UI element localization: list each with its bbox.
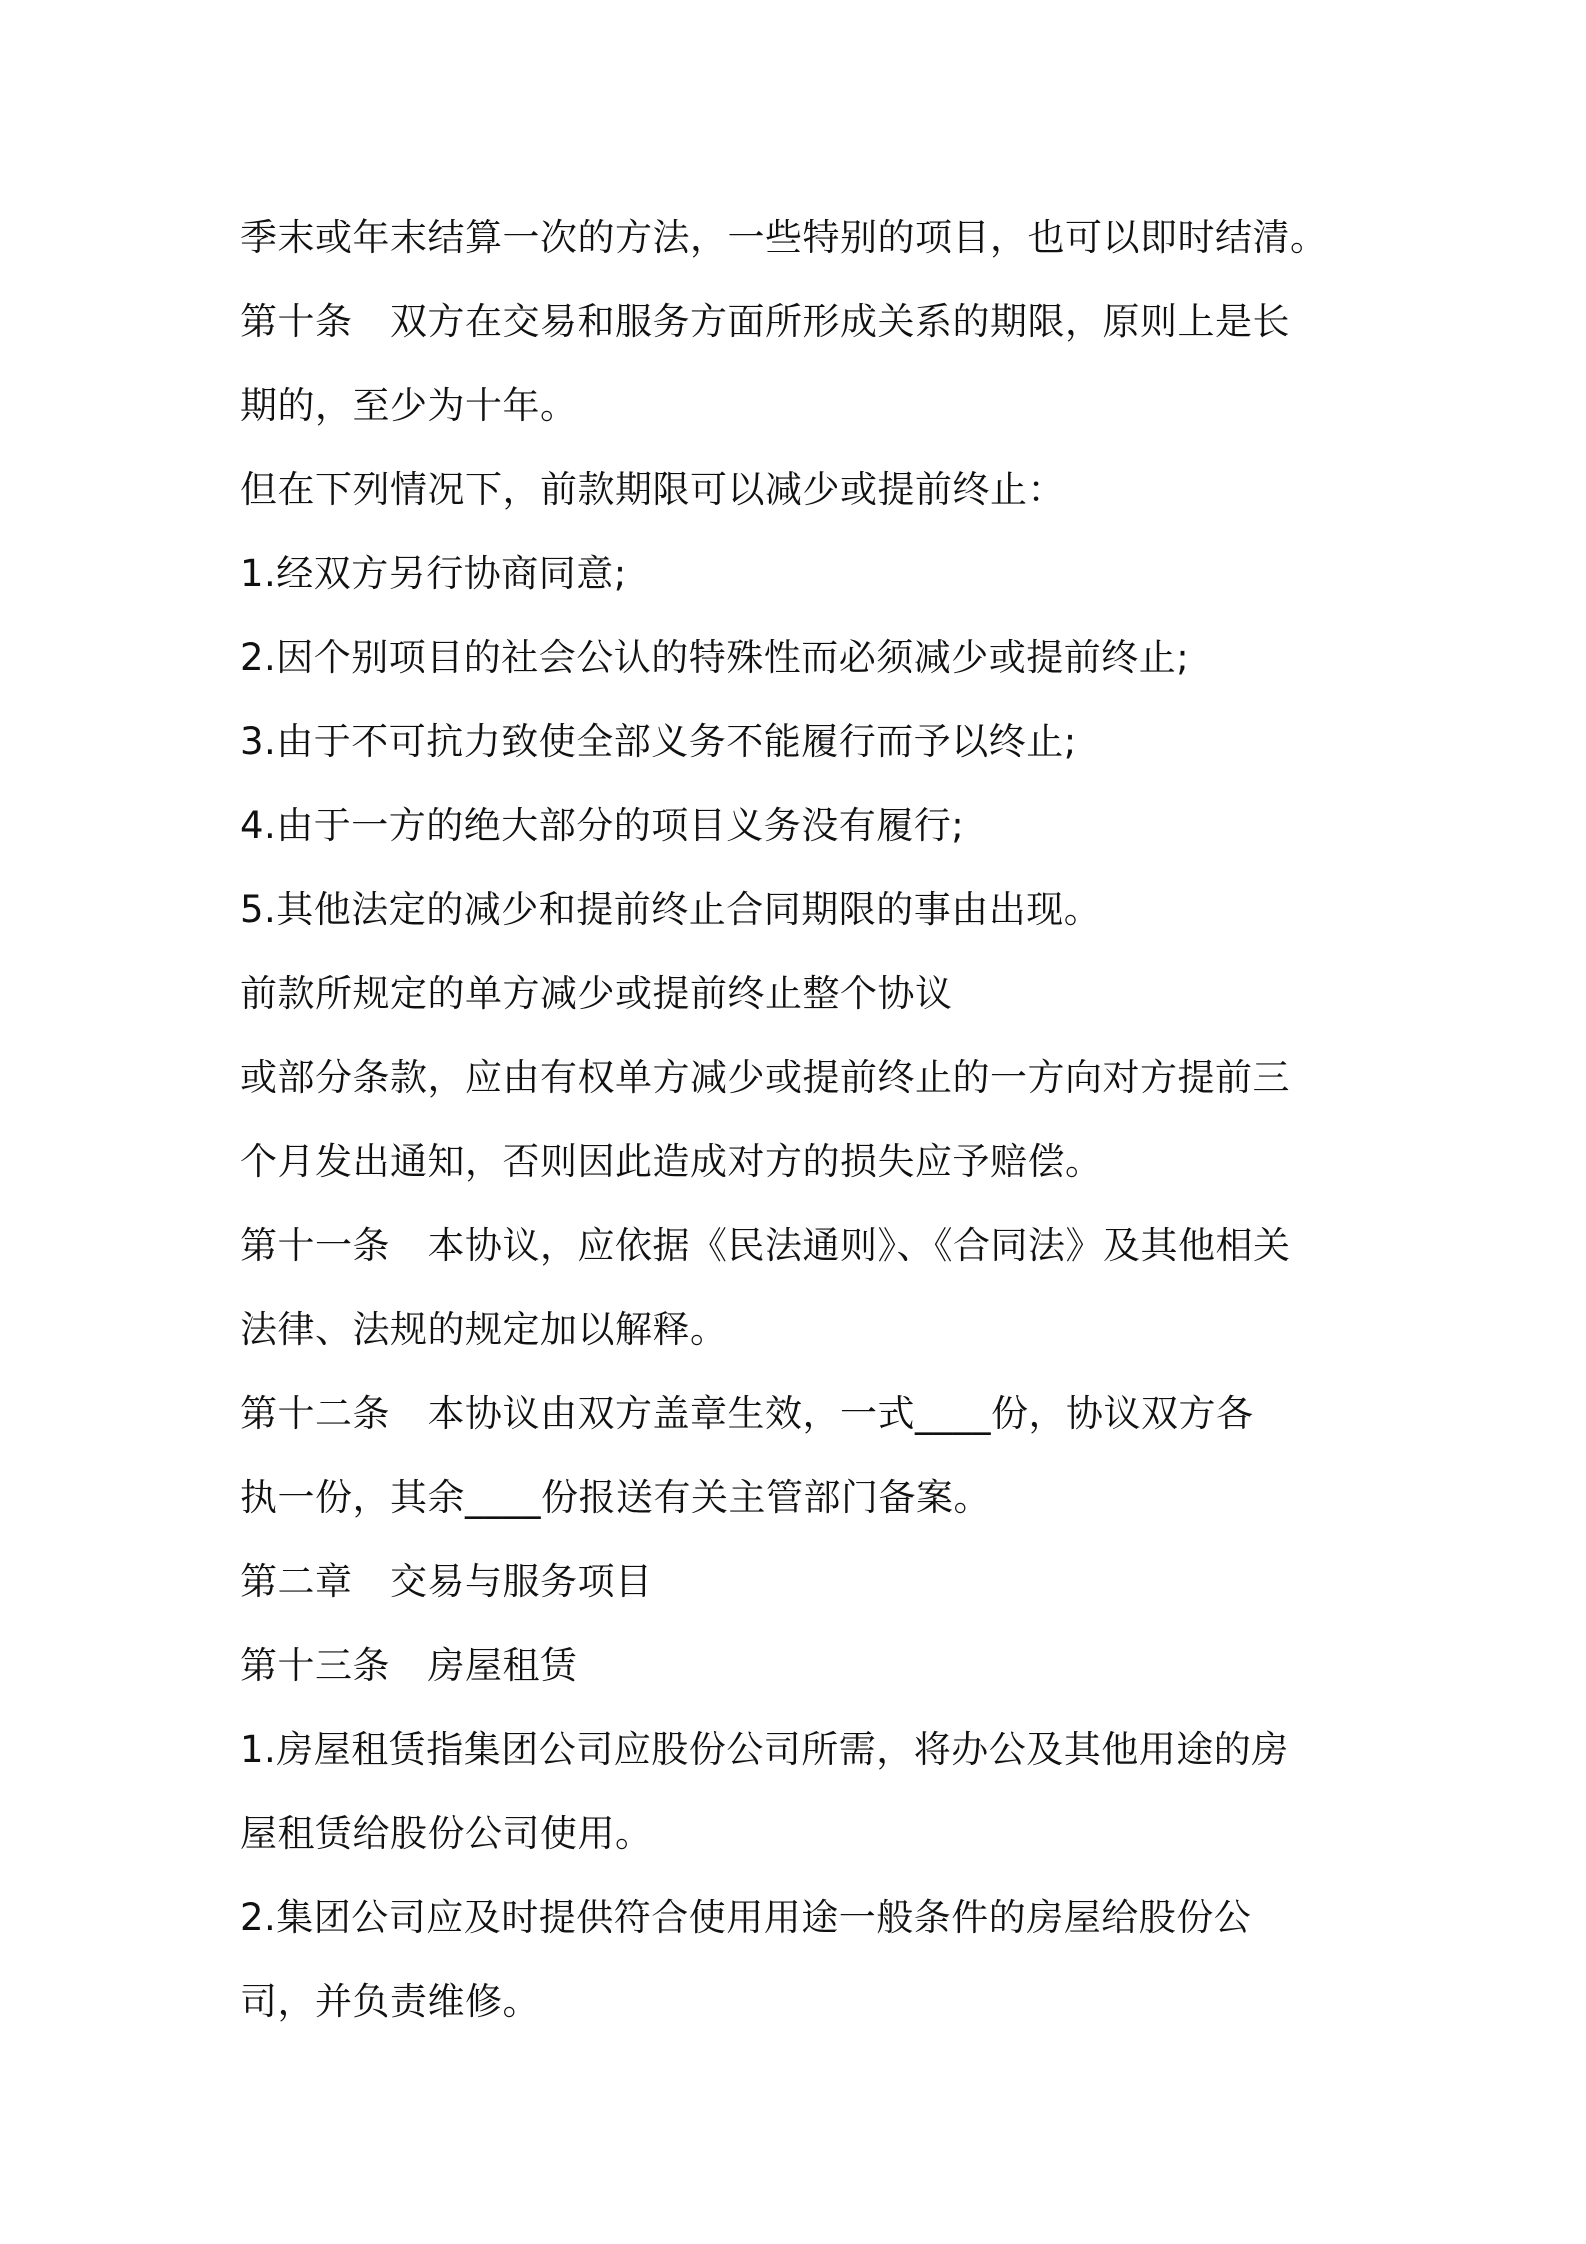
text-line: 季末或年末结算一次的方法，一些特别的项目，也可以即时结清。 bbox=[240, 216, 1328, 259]
text-line: 法律、法规的规定加以解释。 bbox=[240, 1308, 728, 1351]
text-line: 执一份，其余____份报送有关主管部门备案。 bbox=[240, 1476, 991, 1519]
text-line: 司，并负责维修。 bbox=[240, 1980, 540, 2023]
text-line: 个月发出通知，否则因此造成对方的损失应予赔偿。 bbox=[240, 1140, 1103, 1183]
document-body bbox=[240, 196, 1360, 2044]
list-item: 1.经双方另行协商同意; bbox=[240, 552, 627, 595]
text-line: 但在下列情况下，前款期限可以减少或提前终止： bbox=[240, 468, 1065, 511]
article-13-heading: 第十三条 房屋租赁 bbox=[240, 1644, 578, 1687]
list-item: 3.由于不可抗力致使全部义务不能履行而予以终止; bbox=[240, 720, 1077, 763]
list-item: 5.其他法定的减少和提前终止合同期限的事由出现。 bbox=[240, 888, 1102, 931]
article-11-heading: 第十一条 本协议，应依据《民法通则》、《合同法》及其他相关 bbox=[240, 1224, 1291, 1267]
list-item: 2.集团公司应及时提供符合使用用途一般条件的房屋给股份公 bbox=[240, 1896, 1252, 1939]
article-12-heading: 第十二条 本协议由双方盖章生效，一式____份，协议双方各 bbox=[240, 1392, 1254, 1435]
text-line: 屋租赁给股份公司使用。 bbox=[240, 1812, 653, 1855]
list-item: 1.房屋租赁指集团公司应股份公司所需，将办公及其他用途的房 bbox=[240, 1728, 1289, 1771]
text-line: 或部分条款，应由有权单方减少或提前终止的一方向对方提前三 bbox=[240, 1056, 1290, 1099]
list-item: 2.因个别项目的社会公认的特殊性而必须减少或提前终止; bbox=[240, 636, 1190, 679]
text-line: 前款所规定的单方减少或提前终止整个协议 bbox=[240, 972, 953, 1015]
list-item: 4.由于一方的绝大部分的项目义务没有履行; bbox=[240, 804, 965, 847]
chapter-2-heading: 第二章 交易与服务项目 bbox=[240, 1560, 653, 1603]
text-line: 期的，至少为十年。 bbox=[240, 384, 578, 427]
article-10-heading: 第十条 双方在交易和服务方面所形成关系的期限，原则上是长 bbox=[240, 300, 1290, 343]
